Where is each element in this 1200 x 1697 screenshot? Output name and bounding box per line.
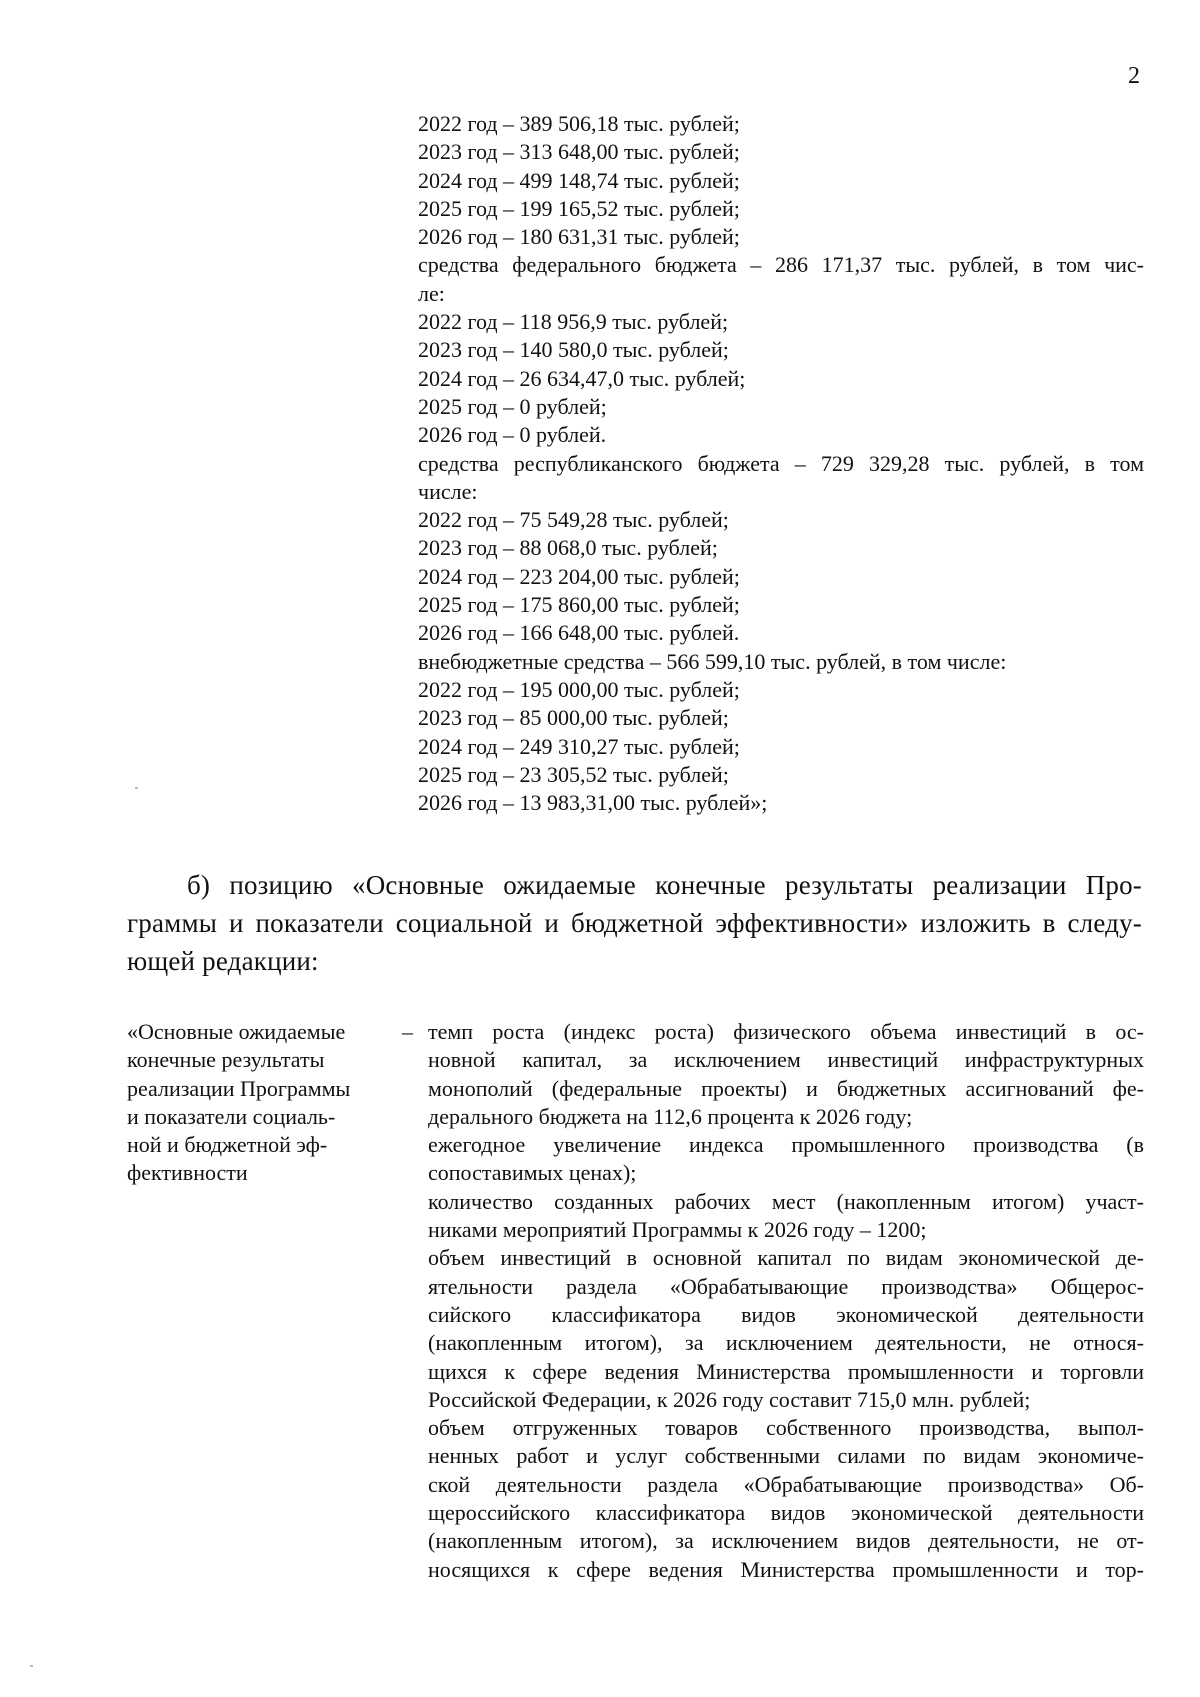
funding-line: 2023 год – 313 648,00 тыс. рублей;	[418, 139, 740, 165]
results-line: (накопленным итогом), за исключением видов деятельности, не от-	[428, 1528, 1144, 1554]
extrabudgetary-total: внебюджетные средства – 566 599,10 тыс. рублей, в том числе:	[418, 648, 1007, 674]
results-line: сийского классификатора видов экономической деятельности	[428, 1301, 1144, 1327]
funding-line: 2024 год – 499 148,74 тыс. рублей;	[418, 167, 740, 193]
federal-budget-total: средства федерального бюджета – 286 171,37 тыс. рублей, в том чис-	[418, 252, 1144, 278]
scan-speck	[135, 787, 138, 789]
results-line: ской деятельности раздела «Обрабатывающие производства» Об-	[428, 1471, 1144, 1497]
results-line: объем инвестиций в основной капитал по видам экономической де-	[428, 1245, 1144, 1271]
results-line: (накопленным итогом), за исключением деятельности, не относя-	[428, 1330, 1144, 1356]
scan-speck	[30, 1665, 33, 1667]
paragraph-line: ющей редакции:	[127, 946, 319, 976]
results-line: Российской Федерации, к 2026 году составит 715,0 млн. рублей;	[428, 1386, 1031, 1412]
funding-line: 2023 год – 88 068,0 тыс. рублей;	[418, 535, 718, 561]
funding-line: 2022 год – 195 000,00 тыс. рублей;	[418, 676, 740, 702]
funding-line: 2025 год – 199 165,52 тыс. рублей;	[418, 195, 740, 221]
results-line: новной капитал, за исключением инвестиций инфраструктурных	[428, 1047, 1144, 1073]
funding-line: 2026 год – 0 рублей.	[418, 422, 607, 448]
funding-line: 2025 год – 0 рублей;	[418, 393, 607, 419]
page-number: 2	[1128, 63, 1140, 89]
results-label-line: фективности	[127, 1160, 248, 1186]
funding-line: 2022 год – 389 506,18 тыс. рублей;	[418, 111, 740, 136]
funding-line: 2024 год – 26 634,47,0 тыс. рублей;	[418, 365, 746, 391]
funding-line: 2024 год – 249 310,27 тыс. рублей;	[418, 733, 740, 759]
results-label-line: и показатели социаль-	[127, 1103, 336, 1129]
results-label	[127, 1018, 372, 1188]
results-description	[428, 1018, 1144, 1584]
funding-line: 2022 год – 75 549,28 тыс. рублей;	[418, 507, 729, 533]
amendment-paragraph	[127, 866, 1142, 980]
funding-line: 2023 год – 85 000,00 тыс. рублей;	[418, 705, 729, 731]
republic-budget-total: средства республиканского бюджета – 729 329,28 тыс. рублей, в том	[418, 450, 1144, 476]
paragraph-line: граммы и показатели социальной и бюджетной эффективности» изложить в следу-	[127, 908, 1142, 938]
results-line: сопоставимых ценах);	[428, 1160, 637, 1186]
results-line: количество созданных рабочих мест (накопленным итогом) участ-	[428, 1188, 1144, 1214]
funding-line: 2026 год – 180 631,31 тыс. рублей;	[418, 224, 740, 250]
funding-line: 2023 год – 140 580,0 тыс. рублей;	[418, 337, 729, 363]
results-line: темп роста (индекс роста) физического объема инвестиций в ос-	[428, 1019, 1144, 1044]
funding-breakdown	[418, 110, 1144, 817]
results-label-line: ной и бюджетной эф-	[127, 1132, 328, 1158]
results-line: ненных работ и услуг собственными силами по видам экономиче-	[428, 1443, 1144, 1469]
results-line: монополий (федеральные проекты) и бюджетных ассигнований фе-	[428, 1075, 1144, 1101]
funding-line: 2022 год – 118 956,9 тыс. рублей;	[418, 309, 729, 335]
results-label-line: реализации Программы	[127, 1075, 351, 1101]
results-line: носящихся к сфере ведения Министерства промышленности и тор-	[428, 1556, 1144, 1582]
funding-line: 2024 год – 223 204,00 тыс. рублей;	[418, 563, 740, 589]
results-line: ятельности раздела «Обрабатывающие производства» Общерос-	[428, 1273, 1144, 1299]
funding-line: ле:	[418, 280, 445, 306]
results-dash: –	[402, 1019, 413, 1044]
funding-line: числе:	[418, 478, 478, 504]
funding-line: 2026 год – 166 648,00 тыс. рублей.	[418, 620, 740, 646]
results-line: объем отгруженных товаров собственного производства, выпол-	[428, 1415, 1144, 1441]
results-label-line: «Основные ожидаемые	[127, 1019, 346, 1044]
results-line: дерального бюджета на 112,6 процента к 2026 году;	[428, 1103, 913, 1129]
paragraph-line: б) позицию «Основные ожидаемые конечные результаты реализации Про-	[187, 870, 1142, 900]
results-line: щероссийского классификатора видов экономической деятельности	[428, 1500, 1144, 1526]
results-label-line: конечные результаты	[127, 1047, 325, 1073]
results-line: никами мероприятий Программы к 2026 году – 1200;	[428, 1217, 927, 1243]
funding-line: 2025 год – 175 860,00 тыс. рублей;	[418, 592, 740, 618]
results-line: щихся к сфере ведения Министерства промышленности и торговли	[428, 1358, 1144, 1384]
funding-line: 2026 год – 13 983,31,00 тыс. рублей»;	[418, 790, 768, 816]
results-line: ежегодное увеличение индекса промышленного производства (в	[428, 1132, 1144, 1158]
funding-line: 2025 год – 23 305,52 тыс. рублей;	[418, 761, 729, 787]
